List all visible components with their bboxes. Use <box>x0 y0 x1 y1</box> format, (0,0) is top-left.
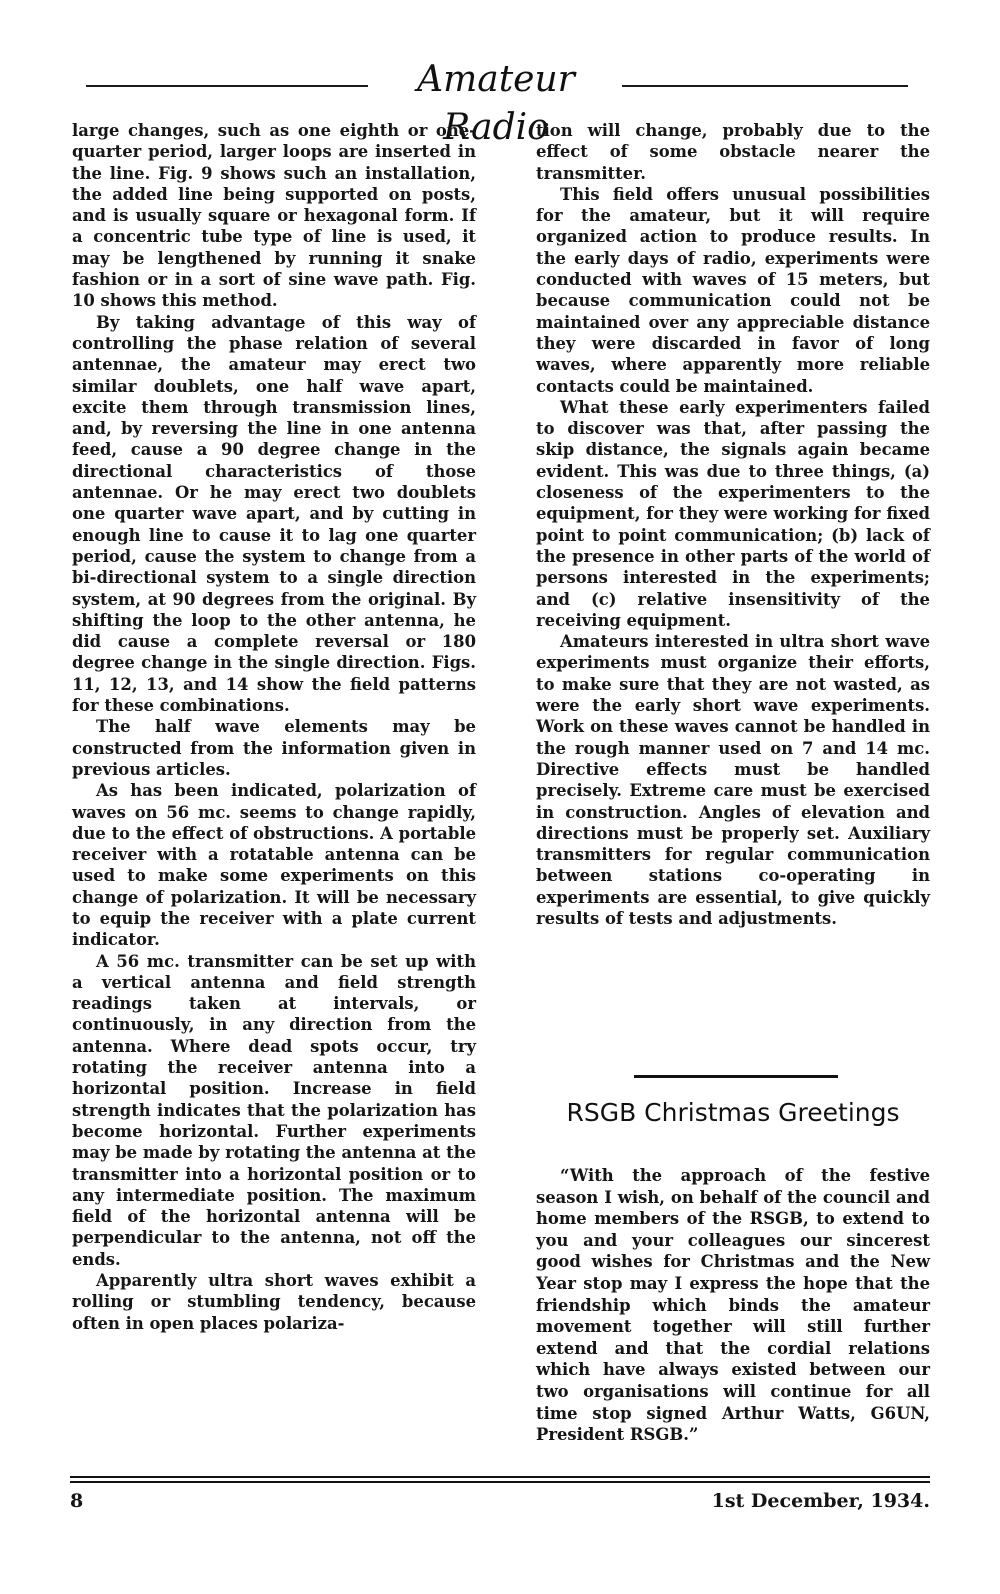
left-paragraph-1: large changes, such as one eighth or one-quarter period, larger loops are inserted in the line. Fig. 9 shows such an installation, the added line being supported on posts, and is usually square or hexagonal form. If a concentric tube type of line is used, it may be lengthened by running it snake fashion or in a sort of sine wave path. Fig. 10 shows this method. <box>72 121 476 311</box>
greeting-text <box>536 1165 930 1446</box>
left-paragraph-6: Apparently ultra short waves exhibit a rolling or stumbling tendency, because often in open places polariza- <box>72 1271 476 1333</box>
masthead-rule-right <box>622 85 908 87</box>
page-number: 8 <box>70 1490 84 1512</box>
right-paragraph-2: This field offers unusual possibilities for the amateur, but it will require organized action to produce results. In the early days of radio, experiments were conducted with waves of 15 meters, but because communication could not be maintained over any appreciable distance they were discarded in favor of long waves, where apparently more reliable contacts could be maintained. <box>536 184 930 396</box>
left-paragraph-3: The half wave elements may be constructed from the information given in previous articles. <box>72 717 476 779</box>
footer-rule-lower <box>70 1481 930 1483</box>
footer-rule-upper <box>70 1476 930 1478</box>
masthead-title: Amateur Radio <box>417 59 575 148</box>
masthead <box>0 56 1000 148</box>
left-column <box>72 120 476 1334</box>
right-paragraph-1: tion will change, probably due to the effect of some obstacle nearer the transmitter. <box>536 121 930 183</box>
right-paragraph-3: What these early experimenters failed to discover was that, after passing the skip distance, the signals again became evident. This was due to three things, (a) closeness of the experimenters to the equipment, for they were working for fixed point to point communication; (b) lack of the presence in other parts of the world of persons interested in the experiments; and (c) relative insensitivity of the receiving equipment. <box>536 397 930 630</box>
masthead-rule-left <box>86 85 368 87</box>
section-title: RSGB Christmas Greetings <box>566 1098 900 1127</box>
right-paragraph-4: Amateurs interested in ultra short wave experiments must organize their efforts, to make sure that they are not wasted, as were the early short wave experiments. Work on these waves cannot be handled in the rough manner used on 7 and 14 mc. Directive effects must be handled precisely. Extreme care must be exercised in construction. Angles of elevation and directions must be properly set. Auxiliary transmitters for regular communication between stations co-operating in experiments are essential, to give quickly results of tests and adjustments. <box>536 632 930 928</box>
left-paragraph-5: A 56 mc. transmitter can be set up with a vertical antenna and field strength readings taken at intervals, or continuously, in any direction from the antenna. Where dead spots occur, try rotating the receiver antenna into a horizontal position. Increase in field strength indicates that the polarization has become horizontal. Further experiments may be made by rotating the antenna at the transmitter into a horizontal position or to any intermediate position. The maximum field of the horizontal antenna will be perpendicular to the antenna, not off the ends. <box>72 951 476 1269</box>
left-paragraph-4: As has been indicated, polarization of waves on 56 mc. seems to change rapidly, due to the effect of obstructions. A portable receiver with a rotatable antenna can be used to make some experiments on this change of polarization. It will be necessary to equip the receiver with a plate current indicator. <box>72 781 476 950</box>
right-column <box>536 120 930 929</box>
left-paragraph-2: By taking advantage of this way of controlling the phase relation of several antennae, the amateur may erect two similar doublets, one half wave apart, excite them through transmission lines, and, by reversing the line in one antenna feed, cause a 90 degree change in the directional characteristics of those antennae. Or he may erect two doublets one quarter wave apart, and by cutting in enough line to cause it to lag one quarter period, cause the system to change from a bi-directional system to a single direction system, at 90 degrees from the original. By shifting the loop to the other antenna, he did cause a complete reversal or 180 degree change in the single direction. Figs. 11, 12, 13, and 14 show the field patterns for these combinations. <box>72 312 476 716</box>
greeting-paragraph: “With the approach of the festive season I wish, on behalf of the council and home members of the RSGB, to extend to you and your colleagues our sincerest good wishes for Christmas and the New Year stop may I express the hope that the friendship which binds the amateur movement together will still further extend and that the cordial relations which have always existed between our two organisations will continue for all time stop signed Arthur Watts, G6UN, President RSGB.” <box>536 1166 930 1445</box>
section-divider <box>634 1075 838 1078</box>
issue-date: 1st December, 1934. <box>711 1490 930 1512</box>
